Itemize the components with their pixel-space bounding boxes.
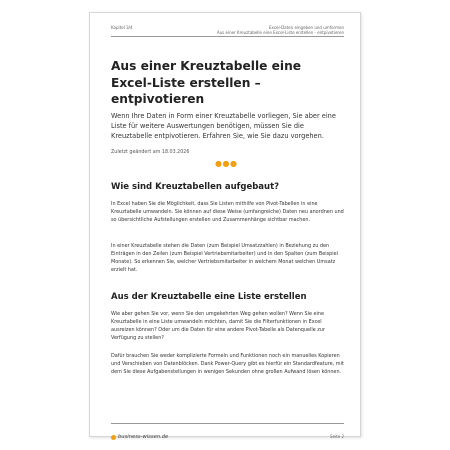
header-chapter: Kapitel 3/4 — [111, 25, 133, 30]
footer-logo-text: business-wissen.de — [118, 434, 169, 440]
dots-divider: ●●● — [215, 159, 238, 168]
logo-dot-icon — [111, 435, 116, 440]
footer-logo — [111, 434, 168, 440]
section-2-paragraph-1: Wie aber gehen Sie vor, wenn Sie den umgekehrten Weg gehen wollen? Wenn Sie eine Kreuztabelle in eine Liste umwandeln möchten, damit Sie die Filterfunktionen in Excel ausreizen können? Oder um die Daten für eine andere Pivot-Tabelle als Datenquelle zur Verfügung zu stellen? — [111, 311, 325, 342]
footer-divider — [111, 423, 344, 424]
header-line-1: Excel-Daten eingeben und umformen — [269, 25, 344, 30]
header-breadcrumb — [217, 25, 344, 36]
section-1-paragraph-2: In einer Kreuztabelle stehen die Daten (zum Beispiel Umsatzzahlen) in Beziehung zu den Einträgen in den Zeilen (zum Beispiel Vertriebsmitarbeiter) und in den Spalten (zum Beispiel Monate). So erkennen Sie, welcher Vertriebsmitarbeiter in welchem Monat welchen Umsatz erzielt hat. — [111, 243, 338, 274]
section-2-paragraph-2: Dafür brauchen Sie weder komplizierte Formeln und Funktionen noch ein manuelles Kopieren und Verschieben von Datenblöcken. Dank Power-Query gibt es hierfür ein Standardfeature, mit dem Sie diese Aufgabenstellungen in wenigen Sekunden ohne großen Aufwand lösen können. — [111, 353, 344, 376]
header-line-2: Aus einer Kreuztabelle eine Excel-Liste erstellen - entpivotieren — [216, 30, 344, 36]
page-number: Seite 2 — [330, 434, 344, 439]
header-divider — [111, 36, 344, 37]
section-heading-2: Aus der Kreuztabelle eine Liste erstellen — [111, 292, 307, 302]
document-page — [89, 12, 361, 440]
last-modified-date: Zuletzt geändert am 18.03.2026 — [111, 150, 190, 155]
section-heading-1: Wie sind Kreuztabellen aufgebaut? — [111, 182, 280, 192]
intro-paragraph: Wenn Ihre Daten in Form einer Kreuztabelle vorliegen, Sie aber eine Liste für weitere Auswertungen benötigen, müssen Sie die Kreuztabelle entpivotieren. Erfahren Sie, wie Sie dazu vorgehen. — [111, 112, 336, 141]
section-1-paragraph-1: In Excel haben Sie die Möglichkeit, dass Sie Listen mithilfe von Pivot-Tabellen in eine Kreuztabelle umwandeln. Sie können auf diese Weise (umfangreiche) Daten neu anordnen und so übersichtliche Aufstellungen erstellen und Zusammenhänge sichtbar machen. — [111, 201, 344, 224]
page-title: Aus einer Kreuztabelle eine Excel-Liste erstellen – entpivotieren — [111, 59, 302, 106]
